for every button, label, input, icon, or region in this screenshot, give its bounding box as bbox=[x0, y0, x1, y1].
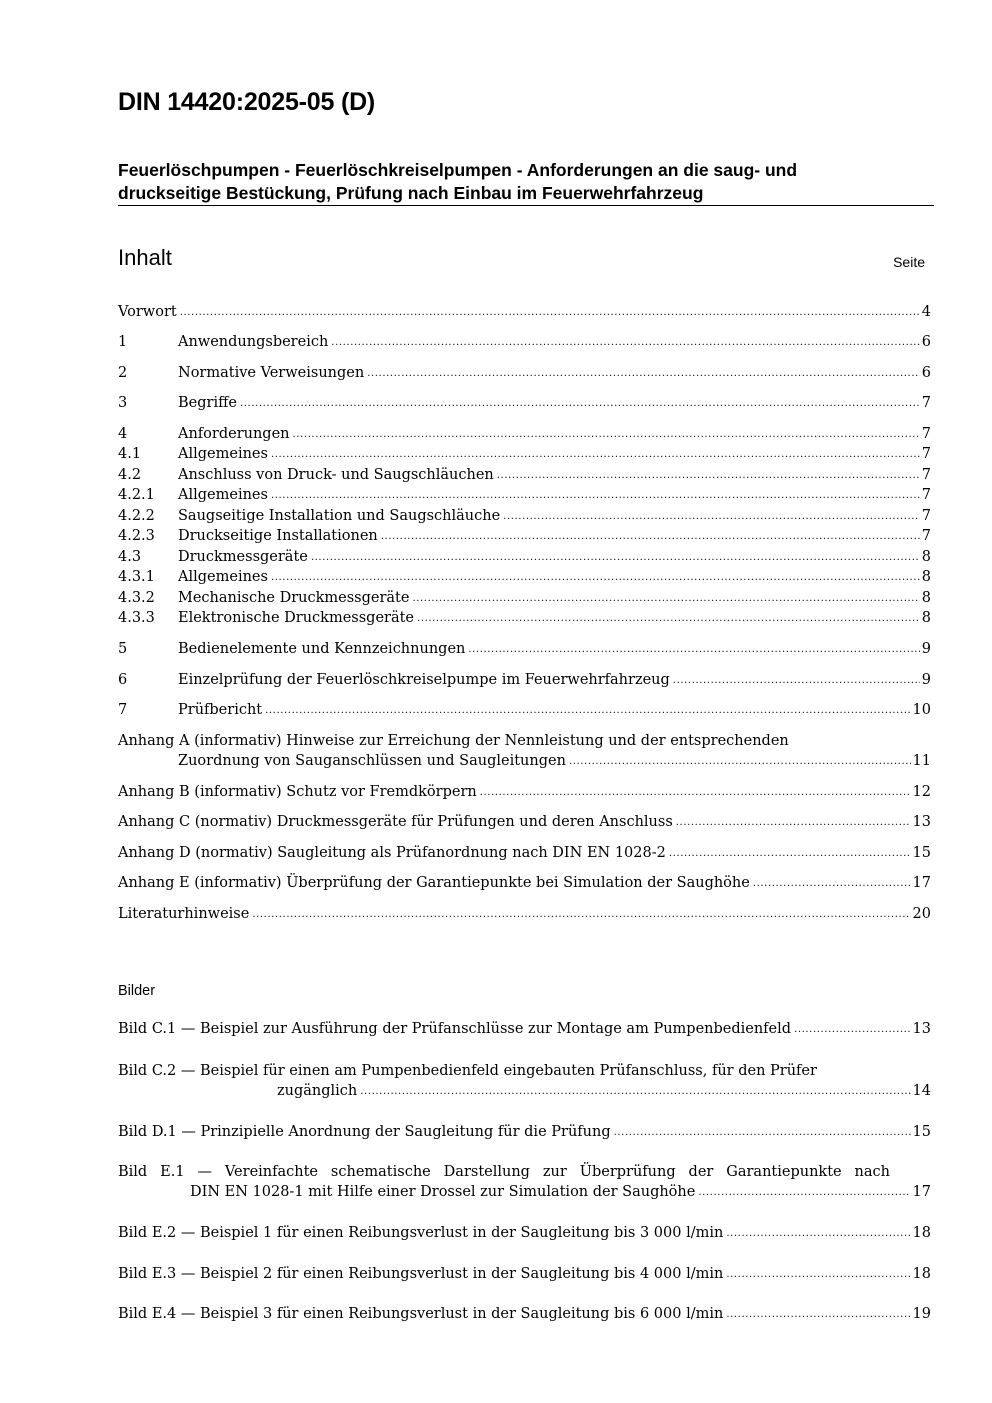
toc-leader bbox=[271, 489, 920, 503]
toc-entry-text: Anforderungen bbox=[178, 426, 290, 442]
toc-entry-page: 17 bbox=[912, 875, 931, 891]
toc-leader bbox=[311, 551, 920, 565]
figure-entry-page: 17 bbox=[912, 1184, 931, 1200]
toc-leader bbox=[698, 1186, 910, 1200]
toc-entry-text: Allgemeines bbox=[178, 446, 268, 462]
toc-entry[interactable] bbox=[118, 700, 931, 720]
toc-leader bbox=[480, 786, 911, 800]
toc-entry[interactable] bbox=[118, 506, 931, 526]
figure-entry-text: Bild C.1 — Beispiel zur Ausführung der Prüfanschlüsse zur Montage am Pumpenbedienfeld bbox=[118, 1021, 792, 1037]
toc-entry-number: 4.3.2 bbox=[118, 590, 155, 606]
toc-leader bbox=[497, 469, 920, 483]
toc-entry-page: 4 bbox=[921, 304, 931, 320]
figure-entry[interactable] bbox=[118, 1223, 931, 1243]
figure-entry-page: 19 bbox=[912, 1306, 931, 1322]
toc-entry[interactable] bbox=[118, 332, 931, 352]
toc-entry-page: 9 bbox=[921, 641, 931, 657]
figure-entry-text: Bild E.2 — Beispiel 1 für einen Reibungsverlust in der Saugleitung bis 3 000 l/min bbox=[118, 1225, 724, 1241]
toc-entry-page: 7 bbox=[921, 446, 931, 462]
figure-entry-text: Bild D.1 — Prinzipielle Anordnung der Saugleitung für die Prüfung bbox=[118, 1124, 611, 1140]
figure-entry-text-line-1: Bild C.2 — Beispiel für einen am Pumpenbedienfeld eingebauten Prüfanschluss, für den Prüfer bbox=[118, 1063, 817, 1079]
toc-entry-number: 4.2 bbox=[118, 467, 142, 483]
toc-entry[interactable] bbox=[118, 485, 931, 505]
toc-entry-page: 6 bbox=[921, 334, 931, 350]
toc-entry-text: Normative Verweisungen bbox=[178, 365, 365, 381]
toc-leader bbox=[669, 847, 911, 861]
toc-entry-page: 13 bbox=[912, 814, 931, 830]
figure-entry-page: 15 bbox=[912, 1124, 931, 1140]
figure-entry[interactable] bbox=[118, 1264, 931, 1284]
toc-leader bbox=[360, 1085, 910, 1099]
toc-entry-annex-d[interactable] bbox=[118, 843, 931, 863]
toc-entry-page: 8 bbox=[921, 590, 931, 606]
toc-entry-text: Literaturhinweise bbox=[118, 906, 250, 922]
toc-entry-number: 4.3.1 bbox=[118, 569, 155, 585]
figure-entry[interactable] bbox=[118, 1061, 931, 1101]
toc-leader bbox=[503, 510, 920, 524]
toc-entry[interactable] bbox=[118, 670, 931, 690]
toc-entry-number: 4.3 bbox=[118, 549, 142, 565]
toc-entry-number: 4.1 bbox=[118, 446, 142, 462]
toc-entry[interactable] bbox=[118, 526, 931, 546]
toc-entry[interactable] bbox=[118, 588, 931, 608]
toc-leader bbox=[753, 877, 911, 891]
toc-entry-text: Elektronische Druckmessgeräte bbox=[178, 610, 415, 626]
toc-leader bbox=[180, 306, 920, 320]
figure-entry-page: 18 bbox=[912, 1266, 931, 1282]
toc-entry-page: 8 bbox=[921, 610, 931, 626]
toc-leader bbox=[412, 592, 919, 606]
toc-entry-number: 4.3.3 bbox=[118, 610, 155, 626]
toc-leader bbox=[468, 643, 919, 657]
toc-leader bbox=[794, 1023, 910, 1037]
toc-entry-text-line-1: Anhang A (informativ) Hinweise zur Erreichung der Nennleistung und der entsprechenden bbox=[118, 733, 789, 749]
toc-entry-page: 7 bbox=[921, 426, 931, 442]
toc-entry-text: Begriffe bbox=[178, 395, 237, 411]
toc-entry[interactable] bbox=[118, 302, 931, 322]
toc-entry-number: 2 bbox=[118, 365, 128, 381]
toc-entry-number: 4.2.2 bbox=[118, 508, 155, 524]
toc-entry-text: Bedienelemente und Kennzeichnungen bbox=[178, 641, 466, 657]
figure-entry-text: Bild E.4 — Beispiel 3 für einen Reibungsverlust in der Saugleitung bis 6 000 l/min bbox=[118, 1306, 724, 1322]
toc-entry-text: Einzelprüfung der Feuerlöschkreiselpumpe im Feuerwehrfahrzeug bbox=[178, 672, 670, 688]
toc-entry-page: 8 bbox=[921, 549, 931, 565]
toc-entry-text: Mechanische Druckmessgeräte bbox=[178, 590, 410, 606]
toc-entry-page: 7 bbox=[921, 467, 931, 483]
toc-entry[interactable] bbox=[118, 424, 931, 444]
toc-leader bbox=[726, 1308, 910, 1322]
toc-entry-page: 10 bbox=[912, 702, 931, 718]
toc-entry-number: 7 bbox=[118, 702, 128, 718]
toc-leader bbox=[726, 1227, 910, 1241]
figure-entry-text: Bild E.3 — Beispiel 2 für einen Reibungsverlust in der Saugleitung bis 4 000 l/min bbox=[118, 1266, 724, 1282]
page-column-label: Seite bbox=[893, 254, 925, 270]
toc-entry-number: 5 bbox=[118, 641, 128, 657]
toc-entry[interactable] bbox=[118, 608, 931, 628]
toc-leader bbox=[569, 755, 911, 769]
toc-leader bbox=[367, 367, 920, 381]
toc-entry-text: Vorwort bbox=[118, 304, 177, 320]
toc-entry-page: 6 bbox=[921, 365, 931, 381]
toc-entry[interactable] bbox=[118, 547, 931, 567]
toc-entry-text: Anhang E (informativ) Überprüfung der Garantiepunkte bei Simulation der Saughöhe bbox=[118, 875, 750, 891]
figures-heading: Bilder bbox=[118, 983, 156, 999]
toc-entry-text: Saugseitige Installation und Saugschläuche bbox=[178, 508, 501, 524]
toc-entry-bibliography[interactable] bbox=[118, 904, 931, 924]
toc-entry-number: 4.2.3 bbox=[118, 528, 155, 544]
toc-entry-text: Druckseitige Installationen bbox=[178, 528, 378, 544]
toc-leader bbox=[331, 336, 919, 350]
toc-leader bbox=[293, 428, 920, 442]
toc-entry-annex-b[interactable] bbox=[118, 782, 931, 802]
toc-entry-number: 6 bbox=[118, 672, 128, 688]
toc-leader bbox=[381, 530, 920, 544]
toc-leader bbox=[240, 397, 920, 411]
toc-entry-text: Anhang D (normativ) Saugleitung als Prüfanordnung nach DIN EN 1028-2 bbox=[118, 845, 666, 861]
figure-entry-text-line-2: DIN EN 1028-1 mit Hilfe einer Drossel zur Simulation der Saughöhe bbox=[190, 1184, 696, 1200]
toc-leader bbox=[271, 571, 920, 585]
toc-entry-text: Druckmessgeräte bbox=[178, 549, 308, 565]
toc-entry-number: 4.2.1 bbox=[118, 487, 155, 503]
toc-entry-page: 12 bbox=[912, 784, 931, 800]
toc-entry-annex-c[interactable] bbox=[118, 812, 931, 832]
document-title-line-2: druckseitige Bestückung, Prüfung nach Einbau im Feuerwehrfahrzeug bbox=[118, 183, 704, 203]
toc-entry-text: Prüfbericht bbox=[178, 702, 263, 718]
figure-entry-page: 18 bbox=[912, 1225, 931, 1241]
toc-entry-annex-a[interactable] bbox=[118, 731, 931, 771]
toc-entry-page: 11 bbox=[912, 753, 931, 769]
toc-entry[interactable] bbox=[118, 393, 931, 413]
toc-leader bbox=[673, 674, 920, 688]
figure-entry-page: 14 bbox=[912, 1083, 931, 1099]
toc-entry-text: Allgemeines bbox=[178, 569, 268, 585]
figure-entry-page: 13 bbox=[912, 1021, 931, 1037]
figure-entry-text-line-2: zugänglich bbox=[277, 1083, 358, 1099]
toc-entry-annex-e[interactable] bbox=[118, 873, 931, 893]
figure-entry-text-line-1: Bild E.1 — Vereinfachte schematische Darstellung zur Überprüfung der Garantiepunkte nach bbox=[118, 1164, 890, 1180]
toc-entry-text: Anhang C (normativ) Druckmessgeräte für Prüfungen und deren Anschluss bbox=[118, 814, 673, 830]
toc-entry[interactable] bbox=[118, 363, 931, 383]
toc-heading: Inhalt bbox=[118, 245, 172, 270]
toc-entry-page: 8 bbox=[921, 569, 931, 585]
document-title bbox=[118, 159, 918, 205]
toc-entry-number: 4 bbox=[118, 426, 128, 442]
toc-entry-page: 7 bbox=[921, 508, 931, 524]
toc-entry-page: 7 bbox=[921, 528, 931, 544]
document-title-line-1: Feuerlöschpumpen - Feuerlöschkreiselpumpen - Anforderungen an die saug- und bbox=[118, 160, 798, 180]
toc-entry[interactable] bbox=[118, 444, 931, 464]
toc-entry[interactable] bbox=[118, 465, 931, 485]
toc-leader bbox=[614, 1126, 911, 1140]
toc-leader bbox=[726, 1268, 910, 1282]
figure-entry[interactable] bbox=[118, 1122, 931, 1142]
toc-entry-page: 20 bbox=[912, 906, 931, 922]
toc-entry-text-line-2: Zuordnung von Sauganschlüssen und Saugleitungen bbox=[178, 753, 566, 769]
toc-entry[interactable] bbox=[118, 567, 931, 587]
toc-entry-page: 7 bbox=[921, 487, 931, 503]
toc-entry[interactable] bbox=[118, 639, 931, 659]
toc-entry-text: Allgemeines bbox=[178, 487, 268, 503]
figure-entry[interactable] bbox=[118, 1162, 931, 1202]
toc-entry-text: Anschluss von Druck- und Saugschläuchen bbox=[178, 467, 494, 483]
title-divider bbox=[118, 205, 934, 206]
toc-leader bbox=[676, 816, 911, 830]
toc-entry-text: Anwendungsbereich bbox=[178, 334, 329, 350]
toc-entry-page: 15 bbox=[912, 845, 931, 861]
toc-entry-page: 7 bbox=[921, 395, 931, 411]
figure-entry[interactable] bbox=[118, 1019, 931, 1039]
toc-leader bbox=[271, 448, 920, 462]
toc-leader bbox=[417, 612, 920, 626]
toc-entry-page: 9 bbox=[921, 672, 931, 688]
toc-entry-number: 1 bbox=[118, 334, 128, 350]
toc-leader bbox=[252, 908, 910, 922]
toc-leader bbox=[265, 704, 910, 718]
figure-entry[interactable] bbox=[118, 1304, 931, 1324]
toc-entry-number: 3 bbox=[118, 395, 128, 411]
document-id: DIN 14420:2025-05 (D) bbox=[118, 88, 376, 116]
toc-entry-text: Anhang B (informativ) Schutz vor Fremdkörpern bbox=[118, 784, 477, 800]
